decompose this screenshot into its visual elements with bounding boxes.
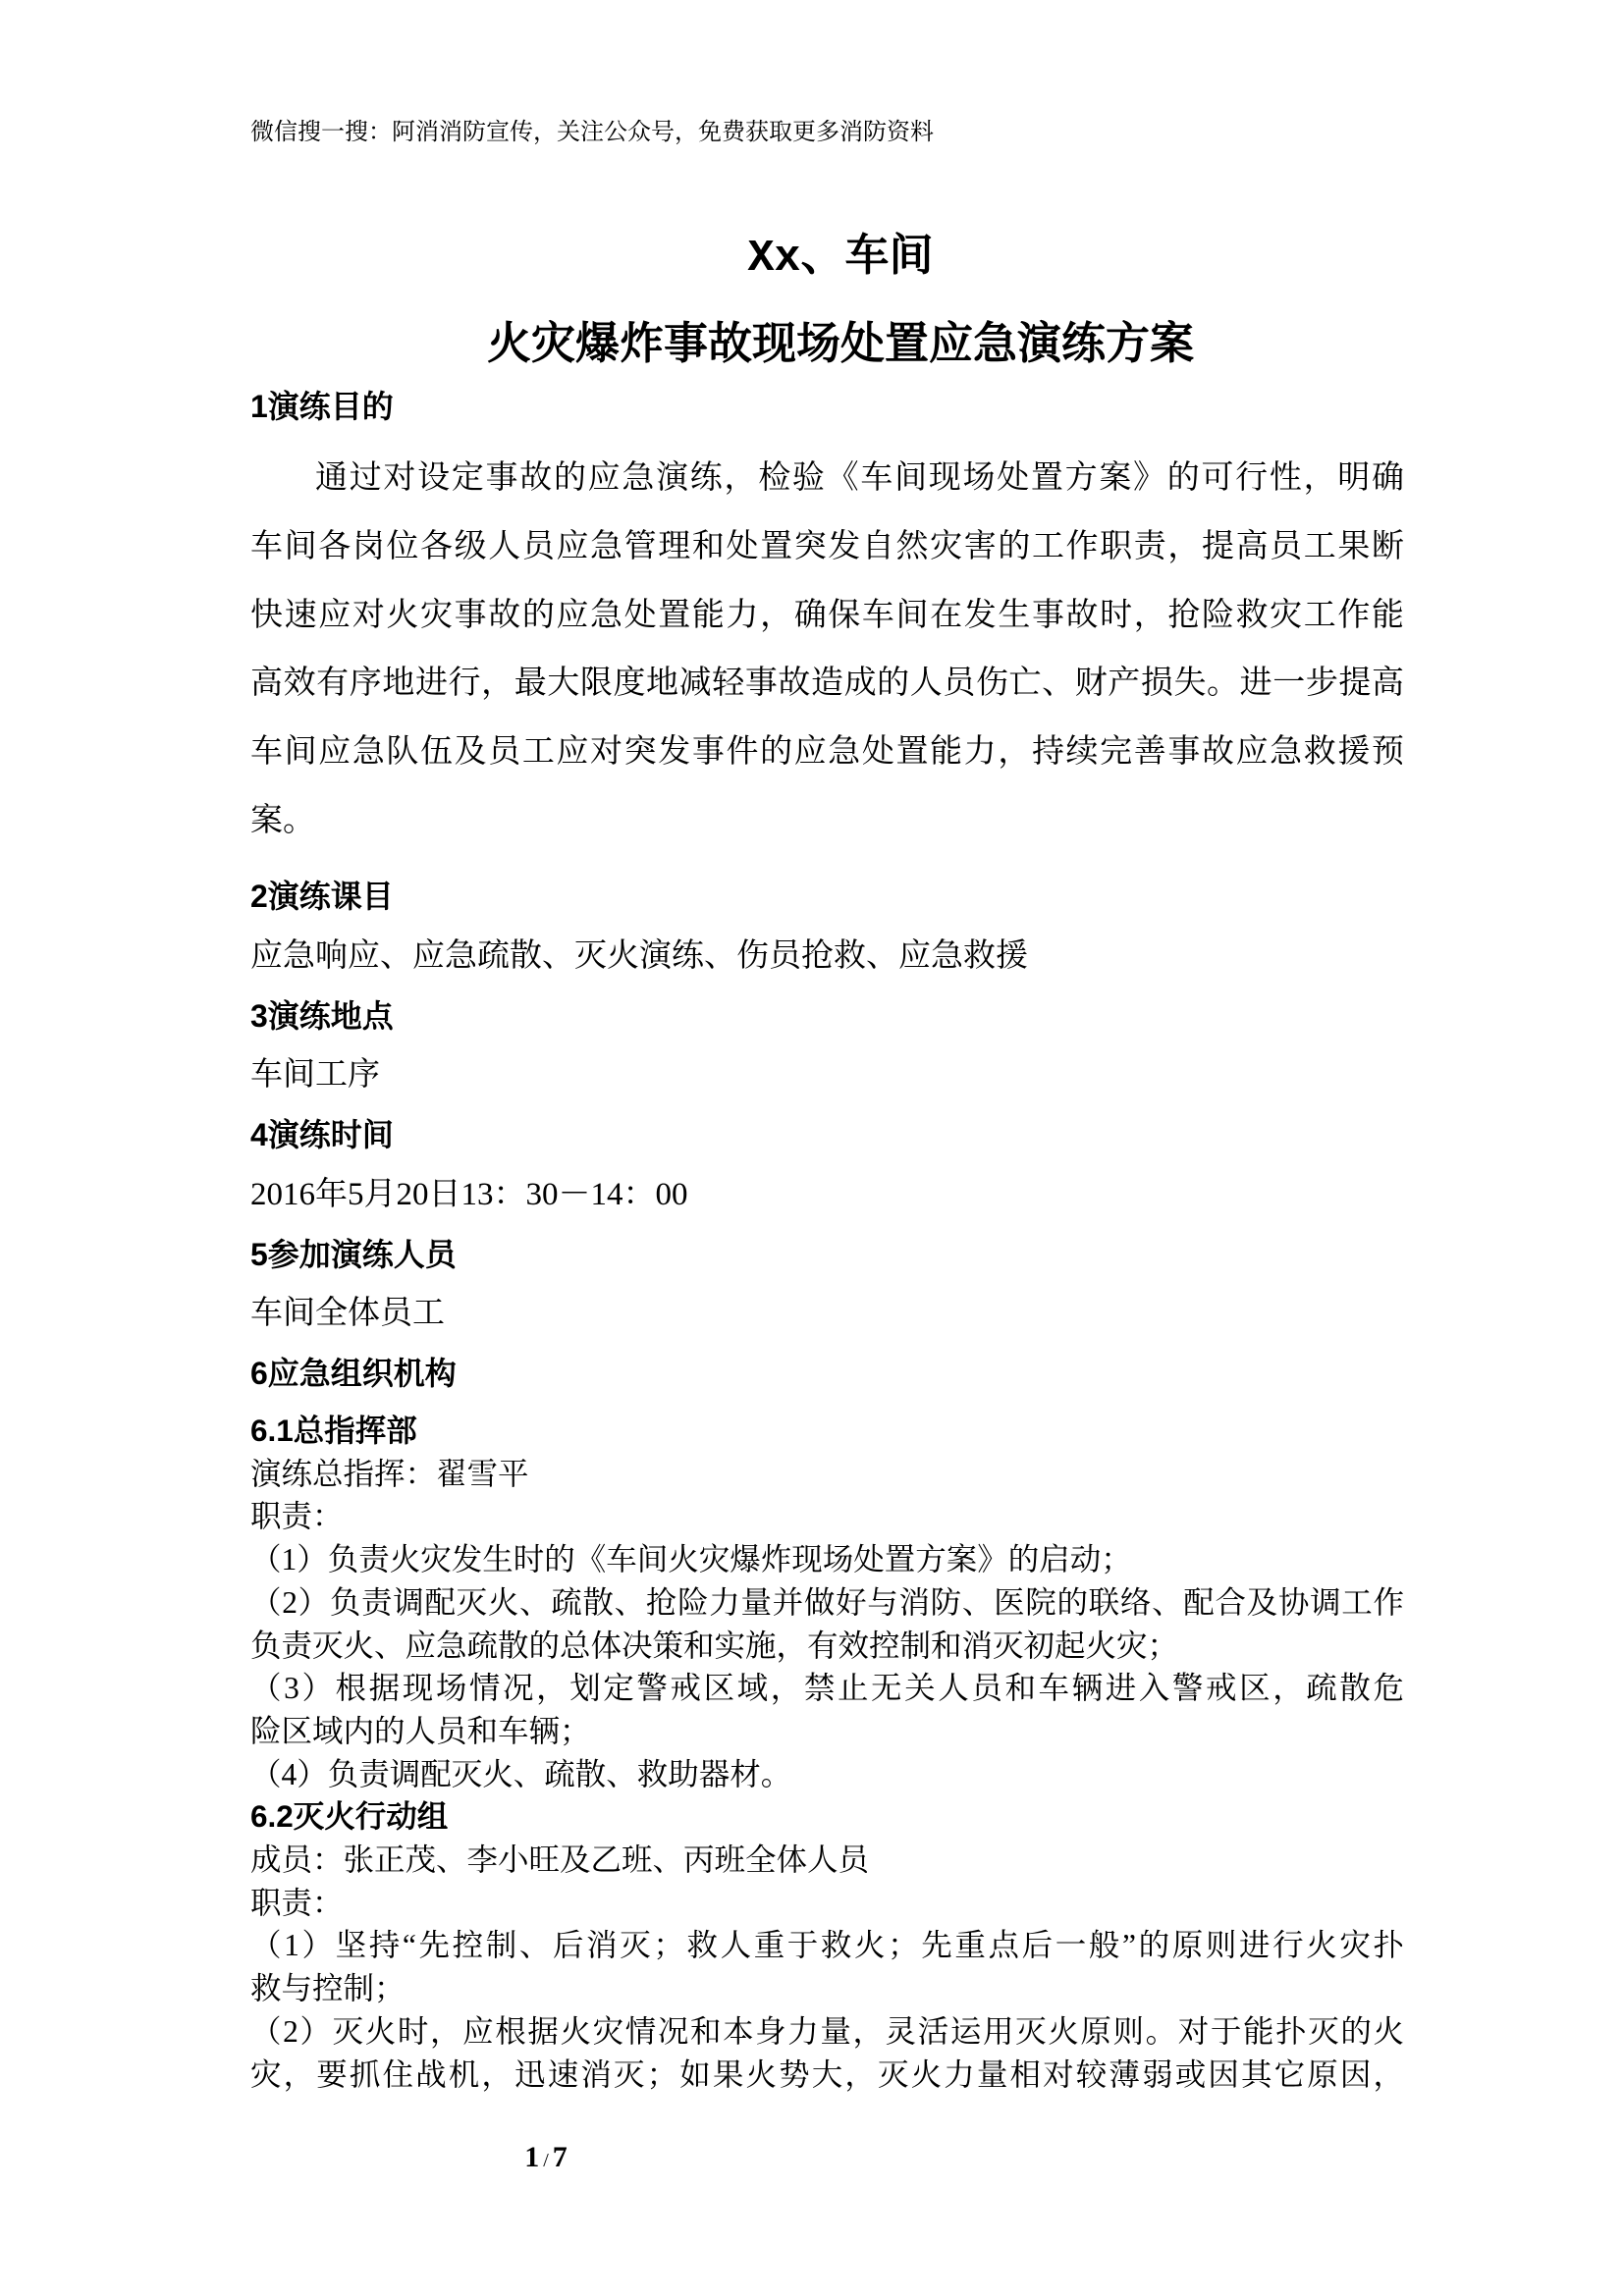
paragraph-line: 案。: [250, 802, 315, 838]
current-page: 1: [524, 2141, 540, 2173]
subsection-heading-firefighting: 6.2灭火行动组: [250, 1798, 449, 1835]
duty-line: （1）坚持“先控制、后消灭；救人重于救火；先重点后一般”的原则进行火灾扑: [250, 1928, 1404, 1963]
duty-line: 救与控制；: [250, 1971, 406, 2006]
purpose-paragraph: [250, 445, 1404, 856]
duty-line: （3）根据现场情况，划定警戒区域，禁止无关人员和车辆进入警戒区，疏散危: [250, 1671, 1404, 1706]
total-pages: 7: [552, 2141, 568, 2173]
page-separator: /: [543, 2150, 549, 2171]
section-heading-time: 4演练时间: [250, 1117, 394, 1152]
paragraph-line: 高效有序地进行，最大限度地减轻事故造成的人员伤亡、财产损失。进一步提高: [250, 666, 1404, 702]
duty-line: （2）负责调配灭火、疏散、抢险力量并做好与消防、医院的联络、配合及协调工作: [250, 1584, 1404, 1620]
members-text: 成员：张正茂、李小旺及乙班、丙班全体人员: [250, 1842, 870, 1878]
section-heading-location: 3演练地点: [250, 997, 394, 1034]
commander-text: 演练总指挥：翟雪平: [250, 1456, 529, 1491]
duty-line: 灾，要抓住战机，迅速消灭；如果火势大，灭火力量相对较薄弱或因其它原因，: [250, 2056, 1404, 2092]
document-title: [250, 216, 1431, 387]
duty-line: （1）负责火灾发生时的《车间火灾爆炸现场处置方案》的启动；: [250, 1542, 1132, 1577]
section-heading-participants: 5参加演练人员: [250, 1236, 457, 1272]
promo-header: 微信搜一搜：阿消消防宣传，关注公众号，免费获取更多消防资料: [250, 119, 934, 145]
organization-details: [250, 1410, 1404, 2096]
page-number: [497, 2138, 595, 2180]
subjects-text: 应急响应、应急疏散、灭火演练、伤员抢救、应急救援: [250, 937, 1028, 974]
duties-label: 职责：: [250, 1499, 344, 1534]
drill-details: [250, 867, 1404, 1404]
duty-line: 负责灭火、应急疏散的总体决策和实施，有效控制和消灭初起火灾；: [250, 1628, 1179, 1663]
section-heading-subjects: 2演练课目: [250, 879, 394, 914]
participants-text: 车间全体员工: [250, 1296, 445, 1332]
paragraph-line: 车间各岗位各级人员应急管理和处置突发自然灾害的工作职责，提高员工果断: [250, 528, 1404, 564]
section-heading-purpose: 1演练目的: [250, 389, 394, 424]
time-text: 2016年5月20日13：30－14：00: [250, 1176, 688, 1212]
duty-line: （2）灭火时，应根据火灾情况和本身力量，灵活运用灭火原则。对于能扑灭的火: [250, 2013, 1404, 2049]
section-heading-organization: 6应急组织机构: [250, 1356, 457, 1391]
location-text: 车间工序: [250, 1057, 380, 1094]
paragraph-line: 车间应急队伍及员工应对突发事件的应急处置能力，持续完善事故应急救援预: [250, 734, 1404, 771]
paragraph-line: 快速应对火灾事故的应急处置能力，确保车间在发生事故时，抢险救灾工作能: [250, 597, 1404, 633]
subsection-heading-command: 6.1总指挥部: [250, 1413, 417, 1448]
duty-line: 险区域内的人员和车辆；: [250, 1713, 591, 1748]
duties-label: 职责：: [250, 1885, 344, 1920]
title-line-1: Xx、车间: [747, 234, 934, 284]
title-line-2: 火灾爆炸事故现场处置应急演练方案: [486, 319, 1194, 368]
paragraph-line: 通过对设定事故的应急演练，检验《车间现场处置方案》的可行性，明确: [315, 460, 1404, 496]
duty-line: （4）负责调配灭火、疏散、救助器材。: [250, 1756, 792, 1791]
